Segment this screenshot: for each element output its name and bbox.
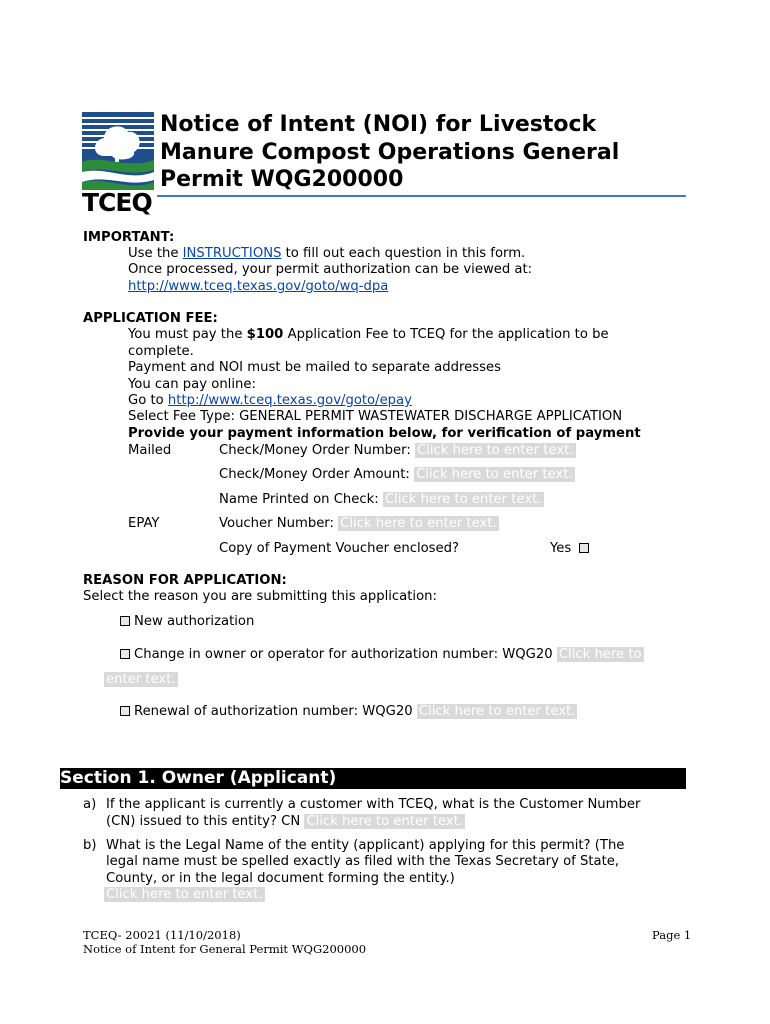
check-number-field[interactable]: Click here to enter text. [416,443,574,458]
change-owner-field[interactable]: Click here to [558,647,642,662]
question-a-line-2 [106,814,465,829]
question-b-label: b) [83,838,97,853]
title-line-1: Notice of Intent (NOI) for Livestock [160,112,597,137]
fee-line-2: Payment and NOI must be mailed to separate addresses [128,360,501,375]
change-owner-field-continued[interactable]: enter text. [106,672,176,687]
fee-heading: APPLICATION FEE: [83,311,218,326]
renewal-checkbox[interactable] [120,706,130,716]
new-authorization-option [120,614,254,629]
yes-label: Yes [550,541,572,556]
name-printed-field[interactable]: Click here to enter text. [384,492,542,507]
legal-name-row [104,887,265,902]
title-line-2: Manure Compost Operations General [160,139,620,165]
page-title [160,111,619,194]
tceq-logo [82,112,154,217]
yes-checkbox[interactable] [579,543,589,553]
renewal-label: Renewal of authorization number: WQG20 [134,704,413,719]
fee-line-4 [128,393,412,408]
fee-amount: $100 [246,327,284,342]
title-rule [157,195,686,197]
epay-link[interactable]: http://www.tceq.texas.gov/goto/epay [167,393,412,408]
legal-name-field[interactable]: Click here to enter text. [106,887,263,902]
question-a-text: (CN) issued to this entity? CN [106,814,301,829]
mailed-label: Mailed [128,443,172,458]
reason-heading: REASON FOR APPLICATION: [83,573,287,588]
voucher-number-row [219,516,499,531]
check-number-row [219,443,576,458]
tceq-logo-graphic [82,112,154,192]
important-line-2: Once processed, your permit authorization can be viewed at: [128,262,533,277]
check-amount-label: Check/Money Order Amount: [219,467,410,482]
check-amount-field[interactable]: Click here to enter text. [416,467,573,482]
voucher-number-field[interactable]: Click here to enter text. [340,516,497,531]
logo-text: TCEQ [82,188,152,217]
fee-line-6: Provide your payment information below, for verification of payment [128,426,641,441]
title-line-3: Permit WQG200000 [160,167,404,192]
fee-line-3: You can pay online: [128,377,256,392]
check-amount-row [219,467,575,482]
footer-form-id: TCEQ- 20021 (11/10/2018) [83,928,241,942]
check-number-label: Check/Money Order Number: [219,443,411,458]
change-owner-field-wrap [104,672,178,687]
question-b-line-3: County, or in the legal document forming the entity.) [106,871,455,886]
section-1-title: Section 1. Owner (Applicant) [60,768,337,788]
footer-page-number: Page 1 [652,928,692,942]
copy-voucher-label: Copy of Payment Voucher enclosed? [219,541,460,556]
renewal-option [120,704,577,719]
fee-line-1 [128,327,609,342]
question-a-line-1: If the applicant is currently a customer with TCEQ, what is the Customer Number [106,797,641,812]
reason-intro: Select the reason you are submitting this application: [83,589,437,604]
change-owner-label: Change in owner or operator for authorization number: WQG20 [134,647,553,662]
epay-label: EPAY [128,516,160,531]
section-1-heading [60,768,686,789]
instructions-link[interactable]: INSTRUCTIONS [182,246,282,261]
question-a-label: a) [83,797,97,812]
name-printed-label: Name Printed on Check: [219,492,379,507]
change-owner-option [120,647,644,662]
important-heading: IMPORTANT: [83,230,175,245]
fee-line-4-pre: Go to [128,393,168,408]
footer-form-name: Notice of Intent for General Permit WQG200000 [83,942,367,956]
important-line-1-pre: Use the [128,246,183,261]
voucher-number-label: Voucher Number: [219,516,334,531]
copy-voucher-yes [550,541,589,556]
question-b-line-1: What is the Legal Name of the entity (applicant) applying for this permit? (The [106,838,625,853]
fee-line-5: Select Fee Type: GENERAL PERMIT WASTEWATER DISCHARGE APPLICATION [128,409,623,424]
new-authorization-label: New authorization [134,614,255,629]
customer-number-field[interactable]: Click here to enter text. [306,814,463,829]
name-printed-row [219,492,544,507]
wq-dpa-link[interactable]: http://www.tceq.texas.gov/goto/wq-dpa [128,279,389,294]
fee-line-1b: complete. [128,344,194,359]
fee-line-1-post: Application Fee to TCEQ for the application to be [283,327,609,342]
important-line-1-post: to fill out each question in this form. [281,246,526,261]
renewal-field[interactable]: Click here to enter text. [418,704,576,719]
change-owner-checkbox[interactable] [120,649,130,659]
important-line-1 [128,246,525,261]
question-b-line-2: legal name must be spelled exactly as filed with the Texas Secretary of State, [106,854,620,869]
new-authorization-checkbox[interactable] [120,616,130,626]
fee-line-1-pre: You must pay the [128,327,247,342]
